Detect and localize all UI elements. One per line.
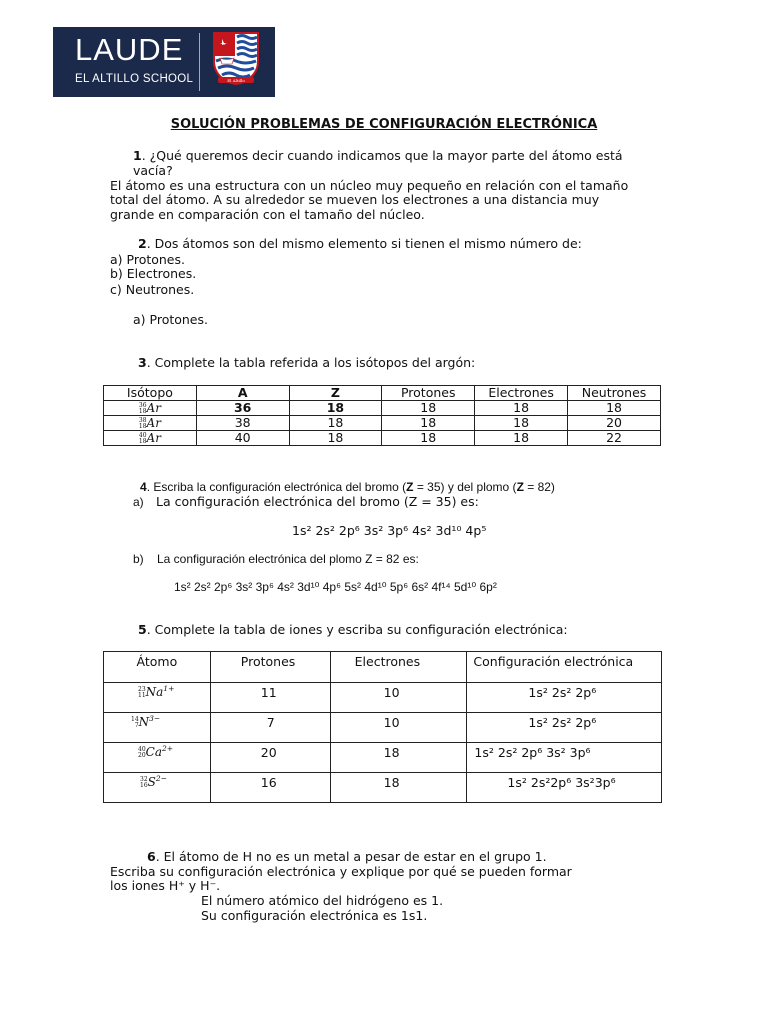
table-row: 32 16 $S^{2-}$ 16 18 1s² 2s²2p⁶ 3s²3p⁶ bbox=[104, 773, 662, 803]
page-title: SOLUCIÓN PROBLEMAS DE CONFIGURACIÓN ELECTRÓNICA bbox=[170, 117, 598, 132]
q5-text: 5. Complete la tabla de iones y escriba su configuración electrónica: bbox=[138, 622, 568, 637]
q2-answer: a) Protones. bbox=[133, 312, 208, 327]
q4-b-label: b) bbox=[133, 552, 144, 566]
isotope-cell: 36 18 Ar bbox=[104, 401, 197, 416]
q4-b-config: 1s² 2s² 2p⁶ 3s² 3p⁶ 4s² 3d¹⁰ 4p⁶ 5s² 4d¹⁰ 5p⁶ 6s² 4f¹⁴ 5d¹⁰ 6p² bbox=[174, 580, 497, 594]
header-protones: Protones bbox=[210, 652, 330, 683]
q1-answer-line2: total del átomo. A su alrededor se mueven los electrones a una distancia muy bbox=[110, 192, 600, 207]
ion-cell: 40 20 $Ca^{2+}$ bbox=[104, 743, 211, 773]
ions-table bbox=[103, 651, 662, 803]
table-row: 14 7 $N^{3-}$ 7 10 1s² 2s² 2p⁶ bbox=[104, 713, 662, 743]
q2-option-b: b) Electrones. bbox=[110, 266, 197, 281]
table-row: 38 18 Ar 38 18 18 18 20 bbox=[104, 416, 661, 431]
header-atomo: Átomo bbox=[104, 652, 211, 683]
q2-text: 2. Dos átomos son del mismo elemento si tienen el mismo número de: bbox=[138, 236, 582, 251]
q2-option-c: c) Neutrones. bbox=[110, 282, 195, 297]
isotopes-table bbox=[103, 385, 661, 446]
table-header-row bbox=[104, 652, 662, 683]
q1-answer-line3: grande en comparación con el tamaño del núcleo. bbox=[110, 207, 425, 222]
logo-divider bbox=[199, 33, 200, 91]
ion-cell: 32 16 $S^{2-}$ bbox=[104, 773, 211, 803]
header-a: A bbox=[196, 386, 289, 401]
header-electrones: Electrones bbox=[330, 652, 467, 683]
logo-subtitle: EL ALTILLO SCHOOL bbox=[75, 73, 194, 85]
svg-text:El Altillo: El Altillo bbox=[227, 78, 245, 83]
header-isotopo: Isótopo bbox=[104, 386, 197, 401]
isotope-cell: 38 18 Ar bbox=[104, 416, 197, 431]
q4-b-text: La configuración electrónica del plomo Z = 82 es: bbox=[157, 552, 419, 566]
table-header-row bbox=[104, 386, 661, 401]
table-row: 23 11 $Na^{1+}$ 11 10 1s² 2s² 2p⁶ bbox=[104, 683, 662, 713]
q1-line2: vacía? bbox=[133, 163, 173, 178]
q3-text: 3. Complete la tabla referida a los isótopos del argón: bbox=[138, 355, 476, 370]
table-row: 36 18 Ar 36 18 18 18 18 bbox=[104, 401, 661, 416]
table-row: 40 20 $Ca^{2+}$ 20 18 1s² 2s² 2p⁶ 3s² 3p⁶ bbox=[104, 743, 662, 773]
q4-a-config: 1s² 2s² 2p⁶ 3s² 3p⁶ 4s² 3d¹⁰ 4p⁵ bbox=[292, 523, 487, 538]
q1-line1: 1. ¿Qué queremos decir cuando indicamos que la mayor parte del átomo está bbox=[133, 148, 623, 163]
header-configuracion: Configuración electrónica bbox=[467, 652, 662, 683]
table-row: 40 18 Ar 40 18 18 18 22 bbox=[104, 431, 661, 446]
header-z: Z bbox=[289, 386, 382, 401]
header-electrones: Electrones bbox=[475, 386, 568, 401]
q6-answer2: Su configuración electrónica es 1s1. bbox=[201, 908, 428, 923]
logo-title: LAUDE bbox=[75, 32, 184, 67]
isotope-cell: 40 18 Ar bbox=[104, 431, 197, 446]
q6-line3: los iones H⁺ y H⁻. bbox=[110, 878, 221, 893]
q4-a-label: a) bbox=[133, 495, 144, 509]
q6-answer1: El número atómico del hidrógeno es 1. bbox=[201, 893, 444, 908]
q6-line1: 6. El átomo de H no es un metal a pesar de estar en el grupo 1. bbox=[147, 849, 547, 864]
header-protones: Protones bbox=[382, 386, 475, 401]
ion-cell: 14 7 $N^{3-}$ bbox=[104, 713, 211, 743]
q4-text: 4. Escriba la configuración electrónica del bromo (Z = 35) y del plomo (Z = 82) bbox=[140, 480, 555, 494]
school-crest-icon bbox=[212, 31, 260, 85]
q4-a-text: La configuración electrónica del bromo (Z = 35) es: bbox=[156, 494, 479, 509]
q6-line2: Escriba su configuración electrónica y explique por qué se pueden formar bbox=[110, 864, 572, 879]
q1-answer-line1: El átomo es una estructura con un núcleo muy pequeño en relación con el tamaño bbox=[110, 178, 629, 193]
q2-option-a: a) Protones. bbox=[110, 252, 185, 267]
ion-cell: 23 11 $Na^{1+}$ bbox=[104, 683, 211, 713]
header-neutrones: Neutrones bbox=[568, 386, 661, 401]
